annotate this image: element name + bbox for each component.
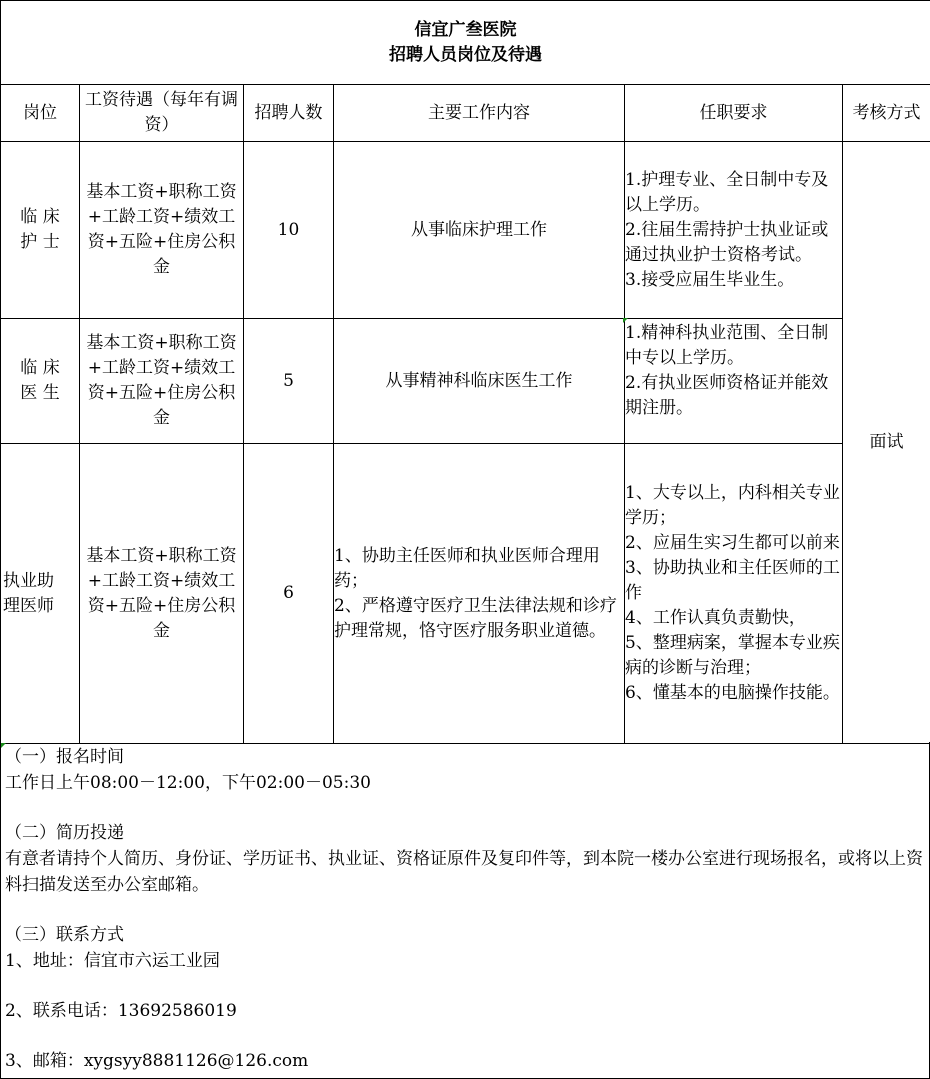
post-name-line-2: 理医师 (3, 595, 54, 616)
header-requirements: 任职要求 (625, 85, 843, 142)
header-assessment: 考核方式 (843, 85, 930, 142)
duty-line: 1、协助主任医师和执业医师合理用药； (334, 545, 600, 591)
duties-cell: 从事临床护理工作 (334, 142, 625, 319)
count-cell: 5 (244, 319, 334, 444)
duties-cell (334, 444, 625, 744)
header-salary: 工资待遇（每年有调资） (80, 85, 244, 142)
requirement-line: 3、协助执业和主任医师的工作 (625, 558, 840, 603)
contact-phone: 2、联系电话：13692586019 (5, 1001, 237, 1021)
salary-cell: 基本工资+职称工资+工龄工资+绩效工资+五险+住房公积金 (80, 142, 244, 319)
contact-address: 1、地址：信宜市六运工业园 (5, 951, 220, 971)
requirement-line: 6、懂基本的电脑操作技能。 (625, 683, 840, 703)
table-row-assistant-physician (1, 444, 930, 744)
section3-title: （三）联系方式 (5, 925, 124, 945)
section2-title: （二）简历投递 (5, 823, 124, 843)
title-line-1: 信宜广叁医院 (414, 19, 517, 40)
salary-cell: 基本工资+职称工资+工龄工资+绩效工资+五险+住房公积金 (80, 319, 244, 444)
requirement-line: 2.有执业医师资格证并能效期注册。 (625, 373, 829, 418)
count-cell: 6 (244, 444, 334, 744)
duty-line: 2、严格遵守医疗卫生法律法规和诊疗护理常规，恪守医疗服务职业道德。 (334, 595, 617, 641)
post-cell (1, 319, 80, 444)
requirement-line: 1.护理专业、全日制中专及以上学历。 (625, 169, 829, 215)
requirement-line: 2.往届生需持护士执业证或通过执业护士资格考试。 (625, 219, 829, 265)
header-row (1, 85, 930, 142)
notes-section (0, 742, 930, 1079)
contact-email: 3、邮箱：xygsyy8881126@126.com (5, 1051, 309, 1071)
requirements-cell (625, 142, 843, 319)
header-count: 招聘人数 (244, 85, 334, 142)
cell-comment-marker (623, 318, 628, 323)
section1-title: （一）报名时间 (5, 747, 124, 767)
duties-cell: 从事精神科临床医生工作 (334, 319, 625, 444)
post-name-line-2: 医 生 (20, 383, 60, 403)
table-row-nurse (1, 142, 930, 319)
table-title (1, 1, 930, 85)
table-row-doctor (1, 319, 930, 444)
requirement-line: 4、工作认真负责勤快， (625, 608, 806, 628)
post-name-line-1: 临 床 (20, 207, 60, 227)
assessment-cell: 面试 (843, 142, 930, 744)
section1-text: 工作日上午08:00－12:00，下午02:00－05:30 (5, 773, 371, 793)
requirement-line: 3.接受应届生毕业生。 (625, 269, 795, 290)
requirement-line: 1、大专以上，内科相关专业学历； (625, 483, 840, 528)
post-cell (1, 444, 80, 744)
requirements-cell (625, 319, 843, 444)
post-name-line-1: 临 床 (20, 358, 60, 378)
salary-cell: 基本工资+职称工资+工龄工资+绩效工资+五险+住房公积金 (80, 444, 244, 744)
post-cell (1, 142, 80, 319)
requirement-line: 1.精神科执业范围、全日制中专以上学历。 (625, 323, 829, 368)
header-duties: 主要工作内容 (334, 85, 625, 142)
requirements-cell (625, 444, 843, 744)
title-line-2: 招聘人员岗位及待遇 (389, 44, 543, 65)
count-cell: 10 (244, 142, 334, 319)
section2-text: 有意者请持个人简历、身份证、学历证书、执业证、资格证原件及复印件等，到本院一楼办公室进行现场报名，或将以上资料扫描发送至办公室邮箱。 (5, 849, 923, 895)
requirement-line: 5、整理病案，掌握本专业疾病的诊断与治理； (625, 633, 840, 678)
header-post: 岗位 (1, 85, 80, 142)
post-name-line-2: 护 士 (20, 232, 60, 252)
post-name-line-1: 执业助 (3, 570, 54, 591)
requirement-line: 2、应届生实习生都可以前来 (625, 533, 840, 553)
